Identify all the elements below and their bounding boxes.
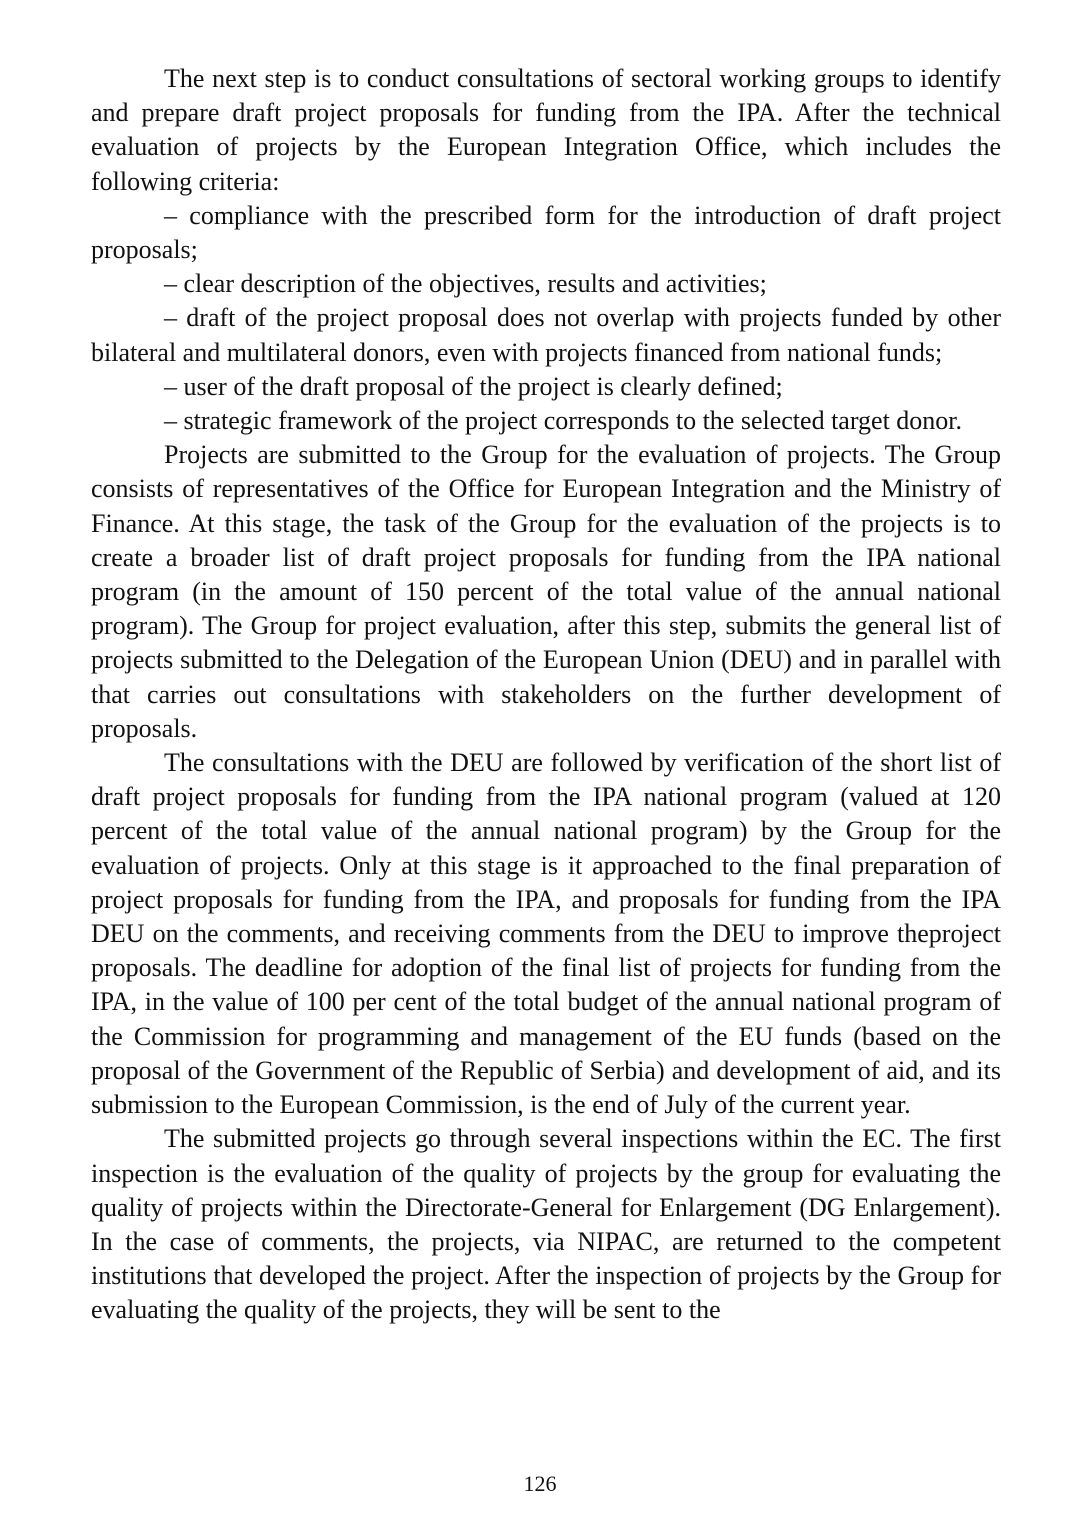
paragraph-ec-inspections: The submitted projects go through several inspections within the EC. The first inspection is the evaluation of the quality of projects by the group for evaluating the quality of projects within the Directorate-General for Enlargement (DG Enlargement). In the case of comments, the projects, via NIPAC, are returned to the competent institutions that developed the project. After the inspection of projects by the Group for evaluating the quality of the projects, they will be sent to the [91, 1124, 1001, 1325]
criterion-strategic-framework: – strategic framework of the project corresponds to the selected target donor. [164, 406, 963, 436]
criterion-clear-description: – clear description of the objectives, results and activities; [164, 269, 767, 299]
page-body [91, 62, 1001, 1328]
paragraph-deu-consultations: The consultations with the DEU are followed by verification of the short list of draft project proposals for funding from the IPA national program (valued at 120 percent of the total value of the annual national program) by the Group for the evaluation of projects. Only at this stage is it approached to the final preparation of project proposals for funding from the IPA, and proposals for funding from the IPA DEU on the comments, and receiving comments from the DEU to improve theproject proposals. The deadline for adoption of the final list of projects for funding from the IPA, in the value of 100 per cent of the total budget of the annual national program of the Commission for programming and management of the EU funds (based on the proposal of the Government of the Republic of Serbia) and development of aid, and its submission to the European Commission, is the end of July of the current year. [91, 748, 1001, 1120]
criterion-form-compliance: – compliance with the prescribed form for the introduction of draft project proposals; [91, 200, 1001, 265]
paragraph-evaluation-group: Projects are submitted to the Group for the evaluation of projects. The Group consists of representatives of the Office for European Integration and the Ministry of Finance. At this stage, the task of the Group for the evaluation of the projects is to create a broader list of draft project proposals for funding from the IPA national program (in the amount of 150 percent of the total value of the annual national program). The Group for project evaluation, after this step, submits the general list of projects submitted to the Delegation of the European Union (DEU) and in parallel with that carries out consultations with stakeholders on the further development of proposals. [91, 440, 1001, 743]
criterion-no-overlap: – draft of the project proposal does not overlap with projects funded by other bilateral and multilateral donors, even with projects financed from national funds; [91, 303, 1001, 367]
paragraph-intro: The next step is to conduct consultations of sectoral working groups to identify and prepare draft project proposals for funding from the IPA. After the technical evaluation of projects by the European Integration Office, which includes the following criteria: [91, 64, 1001, 196]
criterion-user-defined: – user of the draft proposal of the project is clearly defined; [164, 371, 783, 401]
page-number: 126 [523, 1471, 557, 1496]
